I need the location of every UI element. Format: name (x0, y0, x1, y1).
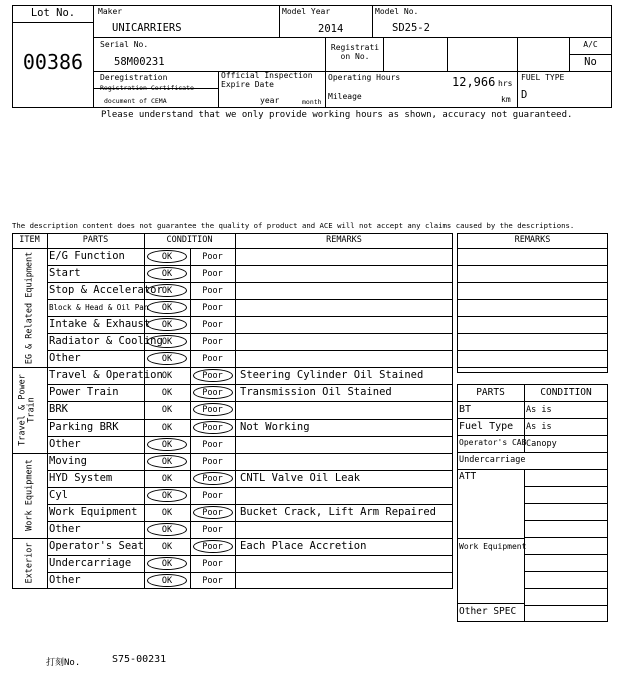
poor-option[interactable]: Poor (202, 320, 223, 331)
part-name: Intake & Exhaust (49, 318, 151, 331)
poor-selected-circle (193, 421, 233, 434)
km-unit: km (501, 95, 511, 104)
right-part-name: BT (459, 404, 472, 415)
poor-option[interactable]: Poor (202, 473, 223, 484)
inspection-label: Official Inspection Expire Date (221, 71, 313, 89)
ok-option[interactable]: OK (161, 524, 173, 535)
fuel-type-value: D (521, 89, 528, 101)
model-no-label: Model No. (375, 7, 419, 16)
poor-option[interactable]: Poor (202, 422, 223, 433)
part-name: Other (49, 437, 81, 450)
right-remarks-header: REMARKS (514, 235, 551, 245)
remark-text: CNTL Valve Oil Leak (240, 471, 361, 484)
ok-selected-circle (147, 438, 187, 451)
model-year-label: Model Year (282, 7, 331, 16)
remark-text: Steering Cylinder Oil Stained (240, 369, 424, 382)
remark-text: Not Working (240, 420, 310, 433)
part-name: HYD System (49, 471, 113, 484)
condition-column-header: CONDITION (166, 235, 213, 245)
part-name: Stop & Accelerator (49, 284, 163, 297)
group-label: Exterior (24, 542, 35, 584)
hrs-unit: hrs (498, 79, 513, 88)
ok-option[interactable]: OK (161, 337, 173, 348)
ok-option[interactable]: OK (161, 405, 173, 416)
part-name: Other (49, 352, 81, 365)
registration-label: Registrati on No. (330, 43, 380, 61)
right-part-condition: Canopy (526, 439, 557, 449)
poor-option[interactable]: Poor (202, 252, 223, 262)
ok-option[interactable]: OK (161, 320, 173, 331)
part-name: Parking BRK (49, 420, 119, 433)
ok-option[interactable]: OK (161, 422, 173, 433)
part-name: BRK (49, 403, 68, 416)
stamp-value: S75-00231 (112, 654, 167, 665)
serial-label: Serial No. (100, 40, 149, 49)
ok-option[interactable]: OK (161, 439, 173, 450)
fuel-type-label: FUEL TYPE (521, 73, 565, 82)
poor-option[interactable]: Poor (202, 286, 223, 297)
year-label: year (260, 96, 280, 105)
ok-option[interactable]: OK (161, 575, 173, 586)
ok-option[interactable]: OK (161, 269, 173, 280)
item-column-header: ITEM (19, 235, 40, 245)
right-remarks-box (457, 233, 608, 373)
poor-option[interactable]: Poor (202, 439, 223, 450)
undercarriage-label: Undercarriage (459, 455, 526, 465)
poor-selected-circle (193, 540, 233, 553)
remark-text: Transmission Oil Stained (240, 386, 392, 399)
right-part-condition: As is (526, 405, 552, 415)
ok-option[interactable]: OK (161, 252, 173, 262)
poor-option[interactable]: Poor (202, 575, 223, 586)
hours-notice: Please understand that we only provide working hours as shown, accuracy not guaranteed. (101, 110, 573, 120)
part-name: Other (49, 522, 81, 535)
remarks-column-header: REMARKS (326, 235, 362, 245)
poor-option[interactable]: Poor (202, 490, 223, 501)
other-spec-label: Other SPEC (459, 606, 517, 617)
group-label: EG & Related Equipment (24, 251, 35, 364)
ok-selected-circle (147, 523, 187, 536)
ok-option[interactable]: OK (161, 558, 173, 569)
model-no-value: SD25-2 (392, 22, 430, 34)
poor-option[interactable]: Poor (202, 541, 223, 552)
poor-option[interactable]: Poor (202, 371, 223, 382)
maker-label: Maker (98, 7, 123, 16)
poor-option[interactable]: Poor (202, 354, 223, 365)
part-name: E/G Function (49, 250, 125, 262)
poor-option[interactable]: Poor (202, 507, 223, 518)
ok-selected-circle (147, 250, 187, 263)
ok-selected-circle (147, 557, 187, 570)
ok-option[interactable]: OK (161, 456, 173, 467)
right-part-name: Fuel Type (459, 421, 514, 432)
poor-option[interactable]: Poor (202, 405, 223, 416)
remark-text: Bucket Crack, Lift Arm Repaired (240, 505, 436, 518)
description-notice: The description content does not guarantee the quality of product and ACE will not accept any claims caused by the descriptions. (12, 221, 575, 230)
month-label: month (302, 98, 322, 106)
part-name: Other (49, 573, 81, 586)
ok-option[interactable]: OK (161, 371, 173, 382)
part-name: Power Train (49, 386, 119, 399)
ok-selected-circle (147, 574, 187, 587)
maker-value: UNICARRIERS (112, 22, 182, 34)
poor-option[interactable]: Poor (202, 269, 223, 280)
right-part-condition: As is (526, 422, 552, 432)
poor-selected-circle (193, 472, 233, 485)
part-name: Undercarriage (49, 556, 132, 569)
group-label: Work Equipment (24, 459, 35, 532)
model-year-value: 2014 (318, 23, 344, 35)
part-name: Block & Head & Oil Pan (49, 303, 149, 313)
ok-selected-circle (147, 489, 187, 502)
operating-hours-label: Operating Hours (328, 73, 401, 82)
stamp-label: 打刻No. (46, 658, 81, 668)
ok-option[interactable]: OK (161, 388, 173, 399)
poor-option[interactable]: Poor (202, 558, 223, 569)
part-name: Cyl (49, 488, 68, 501)
ok-option[interactable]: OK (161, 490, 173, 501)
right-parts-header: PARTS (476, 387, 505, 398)
ok-option[interactable]: OK (161, 507, 173, 518)
part-name: Work Equipment (49, 505, 138, 518)
poor-option[interactable]: Poor (202, 388, 223, 399)
part-name: Moving (49, 454, 87, 467)
lot-label: Lot No. (30, 7, 76, 19)
poor-selected-circle (193, 506, 233, 519)
ok-option[interactable]: OK (161, 541, 173, 552)
ok-option[interactable]: OK (161, 473, 173, 484)
operating-hours-value: 12,966 (452, 75, 496, 89)
right-condition-header: CONDITION (540, 387, 592, 398)
poor-option[interactable]: Poor (202, 456, 223, 467)
part-name: Start (49, 267, 81, 280)
ok-selected-circle (147, 267, 187, 280)
ac-label: A/C (583, 40, 598, 49)
part-name: Travel & Operation (49, 369, 163, 382)
ac-value: No (584, 56, 597, 68)
ok-option[interactable]: OK (161, 354, 173, 365)
part-name: Operator's Seat (49, 539, 144, 552)
parts-column-header: PARTS (82, 235, 109, 245)
poor-option[interactable]: Poor (202, 303, 223, 314)
remark-text: Each Place Accretion (240, 539, 367, 552)
ok-selected-circle (147, 455, 187, 468)
work-equipment-label: Work Equipment (459, 542, 527, 551)
right-part-name: Operator's CAB (459, 438, 527, 447)
part-name: Radiator & Cooling (49, 335, 163, 348)
deregistration-label: Deregistration (100, 73, 168, 82)
group-label: Travel & Power Train (17, 374, 37, 446)
poor-option[interactable]: Poor (202, 524, 223, 535)
cema-label: document of CEMA (104, 97, 167, 105)
ok-selected-circle (147, 284, 187, 297)
att-label: ATT (459, 471, 477, 482)
registration-certificate-label: Registration Certificate (100, 84, 194, 92)
lot-number: 00386 (22, 50, 84, 74)
mileage-label: Mileage (328, 92, 362, 101)
serial-value: 58M00231 (114, 56, 165, 68)
poor-option[interactable]: Poor (202, 337, 223, 348)
ok-option[interactable]: OK (161, 303, 173, 314)
ok-option[interactable]: OK (161, 286, 173, 297)
